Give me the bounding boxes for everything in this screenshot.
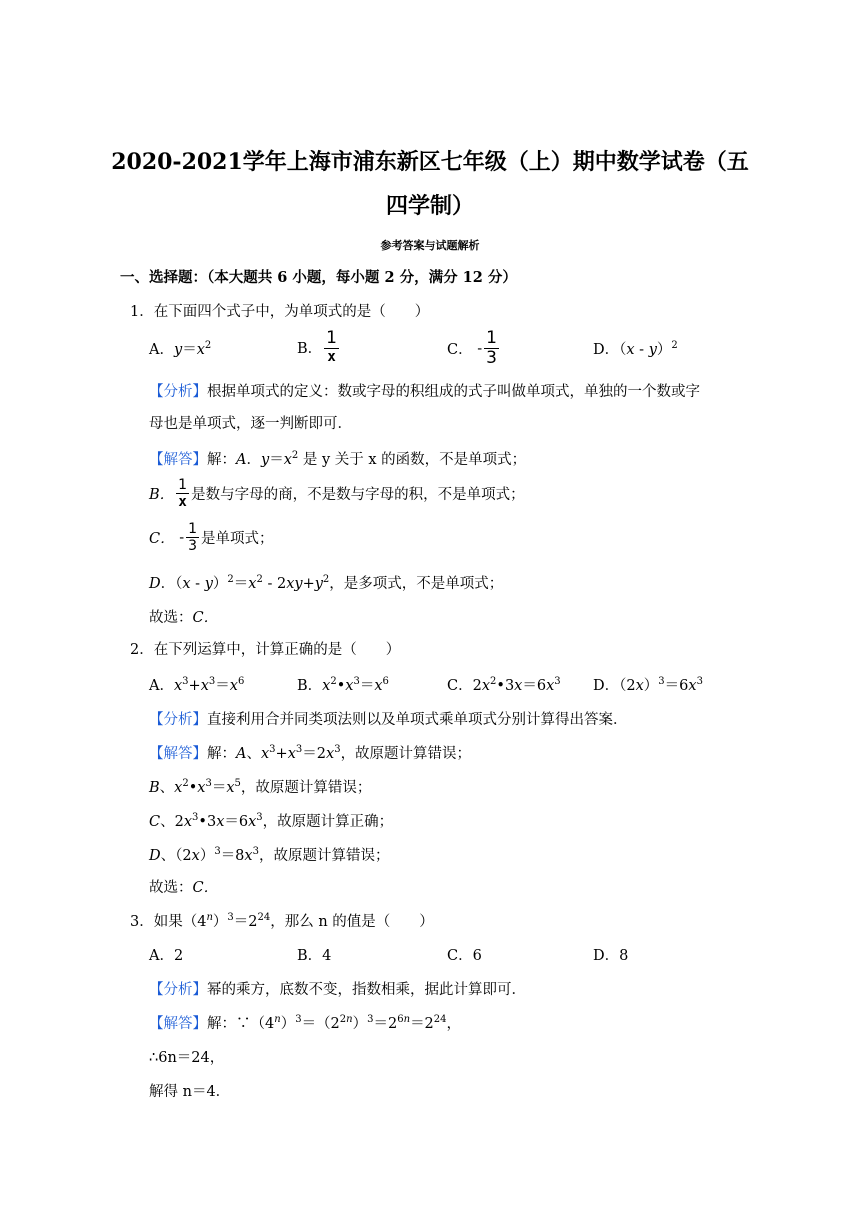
q1-solution-a: 【解答】解：A．$y=x^2$ 是 y 关于 x 的函数，不是单项式； <box>149 450 527 468</box>
q2-option-d: D．$(2x)^3=6x^3$ <box>593 676 703 694</box>
q2-solution-c: C、$2x^3•3x=6x^3$，故原题计算正确； <box>149 812 394 830</box>
document-title-line-2: 四学制） <box>385 193 474 219</box>
q1-solution-b-fraction: $\frac{1}{x}$ <box>178 477 188 510</box>
q1-solution-c: C． - $\frac{1}{3}$ 是单项式； <box>149 521 274 554</box>
q1-option-d: D．（x - y）$^2$ <box>593 340 678 358</box>
q2-choice: 故选：C． <box>149 880 219 896</box>
q2-option-b: B．$x^2•x^3=x^6$ <box>297 676 389 694</box>
q1-option-c-fraction: $\frac{1}{3}$ <box>486 328 497 368</box>
answer-tag: 【解答】 <box>149 746 207 762</box>
q3-therefore: ∴6n＝24， <box>149 1050 225 1066</box>
analysis-tag: 【分析】 <box>149 384 207 400</box>
q2-solution-d: D、$(2x)^3=8x^3$，故原题计算错误； <box>149 846 390 864</box>
q2-option-c: C．$2x^2•3x=6x^3$ <box>447 676 561 694</box>
q1-option-a: A．$y=x^2$ <box>149 340 212 358</box>
analysis-tag: 【分析】 <box>149 712 207 728</box>
q3-solve: 解得 n＝4． <box>149 1084 231 1100</box>
q1-solution-d: D．$(x - y)^2=x^2 - 2xy+y^2$，是多项式，不是单项式； <box>149 574 504 592</box>
q1-analysis-line-1: 【分析】根据单项式的定义：数或字母的积组成的式子叫做单项式，单独的一个数或字 <box>149 384 700 400</box>
q3-analysis: 【分析】幂的乘方，底数不变，指数相乘，据此计算即可． <box>149 982 526 998</box>
q2-analysis: 【分析】直接利用合并同类项法则以及单项式乘单项式分别计算得出答案． <box>149 712 628 728</box>
q1-option-b-fraction: $\frac{1}{x}$ <box>326 328 337 365</box>
document-title-line-1: 2020-2021学年上海市浦东新区七年级（上）期中数学试卷（五 <box>111 149 749 175</box>
q1-analysis-line-2: 母也是单项式，逐一判断即可． <box>149 416 352 432</box>
q3-solution: 【解答】解：$\because(4^n)^3=(2^{2n})^3=2^{6n}=2^{24}$， <box>149 1014 462 1032</box>
q1-option-b: B． $\frac{1}{x}$ <box>297 328 337 365</box>
answer-tag: 【解答】 <box>149 452 207 468</box>
q3-stem: 3．如果$(4^n)^3=2^{24}$，那么 n 的值是（ ） <box>130 912 434 930</box>
q2-stem: 2．在下列运算中，计算正确的是（ ） <box>130 642 401 658</box>
q3-option-b: B．4 <box>297 948 332 964</box>
q2-solution-b: B、$x^2•x^3=x^5$，故原题计算错误； <box>149 778 372 796</box>
section-heading: 一、选择题：（本大题共 6 小题，每小题 2 分，满分 12 分） <box>120 269 517 286</box>
q1-choice: 故选：C． <box>149 610 219 626</box>
q2-solution-a: 【解答】解：A、$x^3+x^3=2x^3$，故原题计算错误； <box>149 744 472 762</box>
q1-solution-b: B． $\frac{1}{x}$ 是数与字母的商，不是数与字母的积，不是单项式； <box>149 477 525 510</box>
q3-option-a: A．2 <box>149 948 184 964</box>
answer-tag: 【解答】 <box>149 1016 207 1032</box>
q1-option-c: C． - $\frac{1}{3}$ <box>447 328 497 368</box>
q3-option-d: D．8 <box>593 948 629 964</box>
analysis-tag: 【分析】 <box>149 982 207 998</box>
document-subtitle: 参考答案与试题解析 <box>380 239 480 252</box>
q1-solution-c-fraction: $\frac{1}{3}$ <box>188 521 198 554</box>
q1-stem: 1．在下面四个式子中，为单项式的是（ ） <box>130 304 430 320</box>
q2-option-a: A．$x^3+x^3=x^6$ <box>149 676 245 694</box>
q3-option-c: C．6 <box>447 948 482 964</box>
